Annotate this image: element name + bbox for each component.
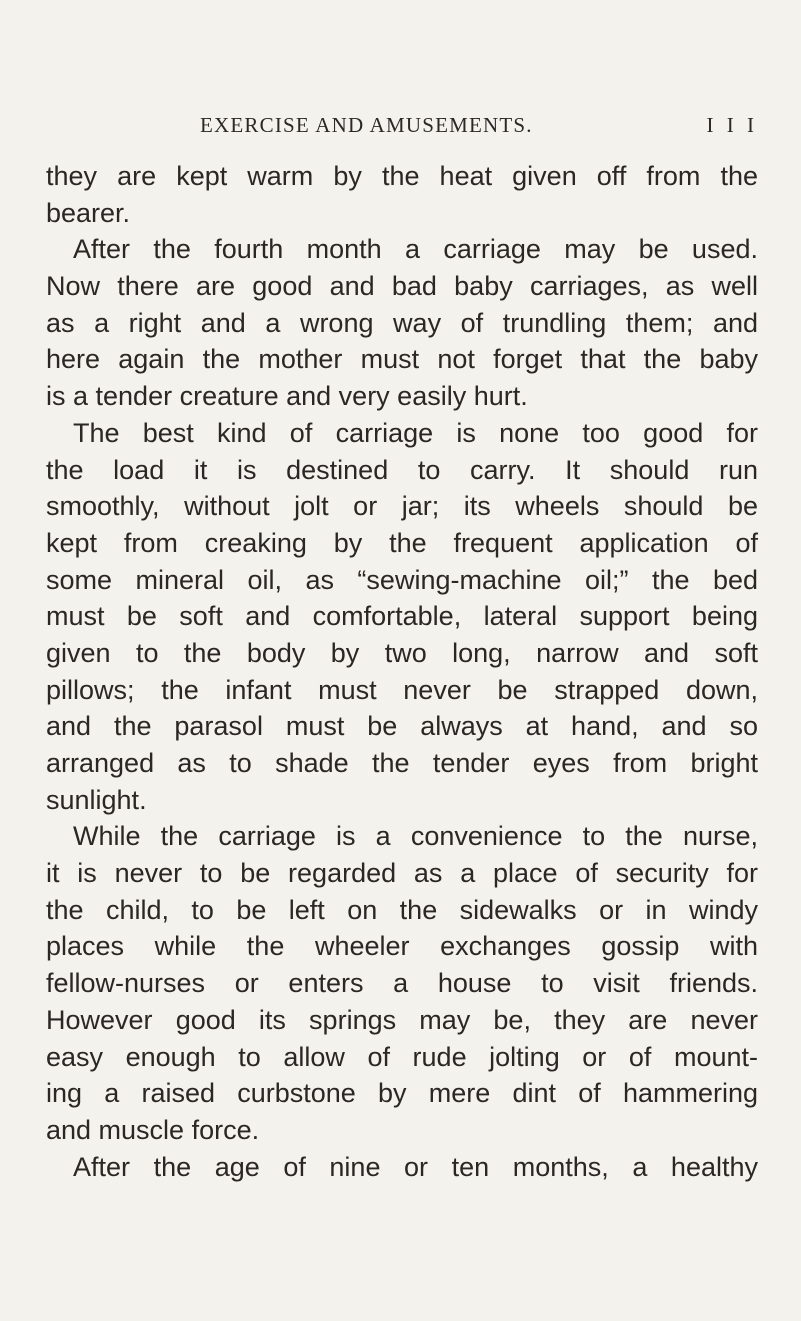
page-number: I I I (706, 113, 758, 137)
text-line: Now there are good and bad baby carriages, as well (46, 271, 758, 302)
text-line: easy enough to allow of rude jolting or of mount- (46, 1041, 758, 1072)
text-line: After the fourth month a carriage may be used. (73, 234, 758, 265)
text-line: the load it is destined to carry. It should run (46, 454, 758, 485)
text-line: After the age of nine or ten months, a healthy (73, 1151, 758, 1182)
text-line: arranged as to shade the tender eyes from bright (46, 748, 758, 778)
text-line: places while the wheeler exchanges gossip with (46, 931, 758, 962)
text-line: While the carriage is a convenience to the nurse, (73, 821, 758, 852)
text-line: kept from creaking by the frequent application of (46, 527, 758, 558)
text-line: bearer. (46, 197, 131, 228)
text-line: here again the mother must not forget that the baby (46, 344, 758, 375)
text-line: must be soft and comfortable, lateral support being (46, 601, 758, 632)
text-line: and the parasol must be always at hand, and so (46, 711, 758, 742)
text-line: ing a raised curbstone by mere dint of hammering (46, 1078, 758, 1109)
text-line: fellow-nurses or enters a house to visit friends. (46, 968, 758, 999)
text-line: as a right and a wrong way of trundling them; and (46, 307, 758, 338)
text-line: it is never to be regarded as a place of security for (46, 858, 758, 889)
running-title: EXERCISE AND AMUSEMENTS. (200, 113, 533, 137)
text-line: they are kept warm by the heat given off from the (46, 161, 758, 191)
body-text (46, 158, 758, 1185)
text-line: given to the body by two long, narrow and soft (46, 637, 758, 668)
text-line: is a tender creature and very easily hurt. (46, 381, 528, 412)
text-line: some mineral oil, as “sewing-machine oil;” the bed (46, 564, 758, 595)
text-line: smoothly, without jolt or jar; its wheels should be (46, 491, 758, 522)
text-line: and muscle force. (46, 1114, 260, 1145)
text-line: The best kind of carriage is none too good for (73, 417, 758, 448)
text-line: However good its springs may be, they are never (46, 1004, 758, 1035)
text-line: sunlight. (46, 784, 147, 815)
text-line: pillows; the infant must never be strapped down, (46, 674, 758, 705)
running-head (46, 113, 758, 143)
text-line: the child, to be left on the sidewalks or in windy (46, 894, 758, 925)
